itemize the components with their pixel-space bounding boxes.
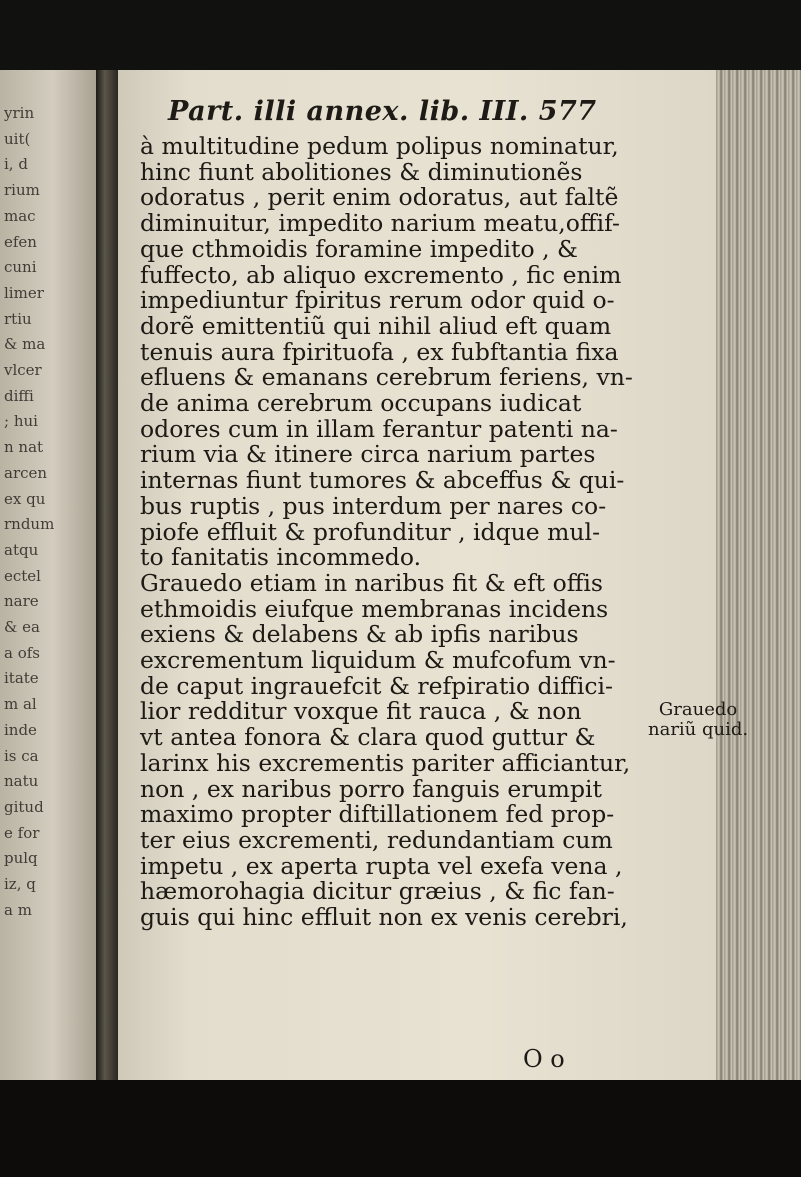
text-line: bus ruptis , pus interdum per nares co- — [140, 491, 607, 520]
text-line: ter eius excrementi, redundantiam cum — [140, 825, 613, 854]
text-line: que cthmoidis foramine impedito , & — [140, 234, 578, 263]
left-page-fragment: & ma — [4, 335, 46, 354]
left-page-fragment: efen — [4, 232, 37, 251]
left-page-fragment: & ea — [4, 618, 40, 636]
left-page-fragment: atqu — [4, 540, 39, 559]
text-line: dorẽ emittentiũ qui nihil aliud eft quam — [140, 311, 612, 340]
text-line: Grauedo etiam in naribus fit & eft offis — [140, 568, 603, 597]
text-line: impetu , ex aperta rupta vel exefa vena , — [140, 851, 623, 880]
text-line: diminuitur, impedito narium meatu,offif- — [140, 209, 620, 238]
text-line: larinx his excrementis pariter afficiantur, — [140, 748, 631, 777]
dark-background — [0, 1080, 801, 1177]
left-page-fragment: yrin — [4, 104, 35, 122]
left-page-fragment: is ca — [4, 746, 39, 765]
left-page-fragment: a ofs — [4, 643, 40, 662]
left-page-fragment: limer — [4, 283, 44, 302]
left-page-fragment: i, d — [4, 155, 28, 174]
left-page-fragment: ; hui — [4, 412, 38, 431]
text-line: guis qui hinc effluit non ex venis cerebri, — [140, 903, 628, 932]
book-gutter — [96, 70, 118, 1080]
left-page-fragment: m al — [4, 695, 37, 714]
left-page-fragment: e for — [4, 823, 40, 842]
page-edges — [716, 70, 801, 1080]
text-line: piofe effluit & profunditur , idque mul- — [140, 517, 601, 546]
text-line: lior redditur voxque fit rauca , & non — [140, 697, 582, 726]
left-page-fragment: diffi — [4, 386, 34, 405]
body-text — [140, 134, 645, 931]
text-line: vt antea fonora & clara quod guttur & — [140, 723, 596, 752]
text-line: ethmoidis eiufque membranas incidens — [140, 594, 609, 623]
text-line: hinc fiunt abolitiones & diminutionẽs — [140, 157, 583, 186]
text-line: excrementum liquidum & mufcofum vn- — [140, 646, 616, 675]
text-line: exiens & delabens & ab ipfis naribus — [140, 620, 579, 649]
text-line: non , ex naribus porro fanguis erumpit — [140, 774, 602, 803]
text-line: de anima cerebrum occupans iudicat — [140, 389, 582, 418]
text-line: odoratus , perit enim odoratus, aut faltẽ — [140, 183, 619, 212]
text-line: hæmorohagia dicitur græius , & fic fan- — [140, 877, 615, 906]
margin-note-line: Grauedo — [658, 699, 738, 720]
left-page-fragment: rium — [4, 181, 40, 200]
left-page-fragment: ex qu — [4, 489, 46, 508]
left-page-fragment: mac — [4, 206, 36, 225]
left-page-fragment: ectel — [4, 566, 41, 585]
left-page-fragment: rtiu — [4, 309, 32, 328]
left-page-edge — [0, 70, 96, 1080]
text-line: tenuis aura fpirituofa , ex fubftantia fixa — [140, 337, 619, 366]
left-page-fragment: itate — [4, 669, 39, 688]
text-line: internas fiunt tumores & abceffus & qui- — [140, 466, 625, 495]
left-page-fragment: inde — [4, 720, 37, 739]
left-page-fragment: rndum — [4, 515, 55, 534]
left-page-fragment: iz, q — [4, 875, 36, 893]
catchword: O o — [523, 1045, 565, 1073]
text-line: impediuntur fpiritus rerum odor quid o- — [140, 286, 615, 315]
margin-note-line: nariũ quid. — [648, 719, 749, 740]
left-page-fragment: natu — [4, 772, 39, 791]
text-line: à multitudine pedum polipus nominatur, — [140, 132, 619, 160]
text-line: odores cum in illam ferantur patenti na- — [140, 414, 618, 443]
left-page-fragment: pulq — [4, 849, 38, 868]
text-line: de caput ingrauefcit & refpiratio diffici- — [140, 671, 613, 700]
left-page-fragment: n nat — [4, 438, 44, 457]
left-page-fragment: cuni — [4, 258, 37, 277]
left-page-fragment: gitud — [4, 797, 44, 816]
left-page-fragment: vlcer — [4, 361, 42, 379]
left-page-fragment: nare — [4, 592, 39, 611]
left-page-fragment: uit( — [4, 129, 31, 148]
left-page-fragment: a m — [4, 900, 32, 919]
text-line: to fanitatis incommedo. — [140, 543, 422, 572]
text-line: rium via & itinere circa narium partes — [140, 440, 596, 469]
text-line: maximo propter diftillationem fed prop- — [140, 800, 615, 829]
margin-note — [648, 700, 748, 740]
text-line: fuffecto, ab aliquo excremento , fic enim — [140, 260, 622, 289]
left-page-fragment: arcen — [4, 463, 48, 482]
text-line: efluens & emanans cerebrum feriens, vn- — [140, 363, 633, 392]
page-header: Part. illi annex. lib. III. 577 — [168, 96, 597, 127]
